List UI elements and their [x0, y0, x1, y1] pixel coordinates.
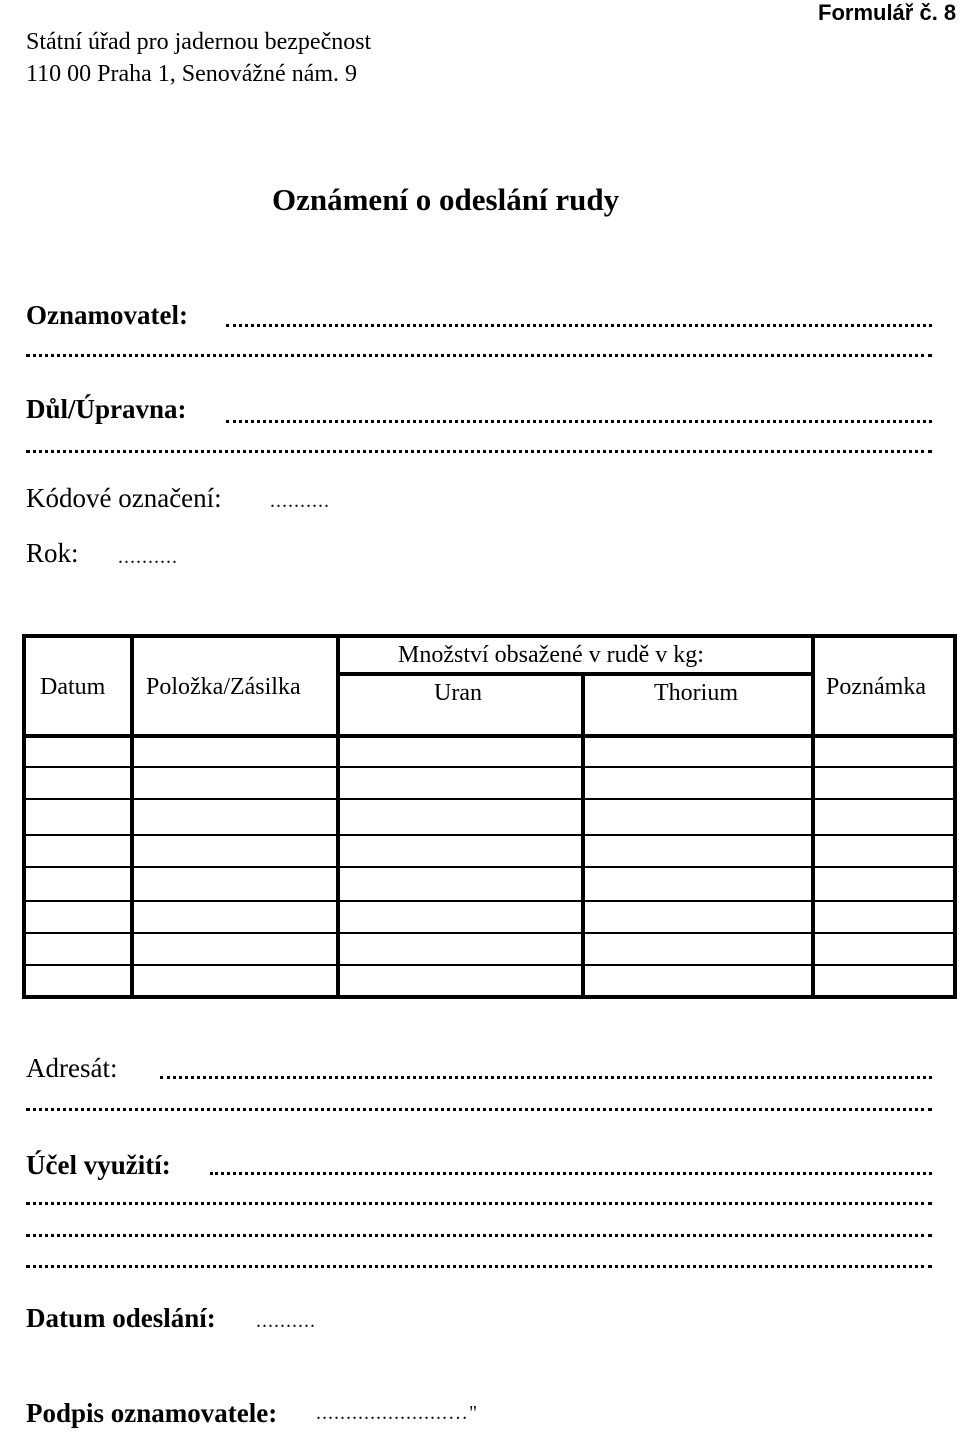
- mine-field[interactable]: [226, 420, 932, 423]
- col-header-item: Položka/Zásilka: [146, 674, 301, 700]
- table-row[interactable]: [26, 798, 953, 800]
- purpose-field-line4[interactable]: [26, 1265, 932, 1268]
- addressee-field-line2[interactable]: [26, 1108, 932, 1111]
- purpose-field-line2[interactable]: [26, 1202, 932, 1205]
- notifier-label: Oznamovatel:: [26, 300, 188, 330]
- col-header-uranium: Uran: [434, 680, 482, 706]
- purpose-field-line3[interactable]: [26, 1234, 932, 1237]
- col-divider: [130, 638, 134, 995]
- table-row[interactable]: [26, 964, 953, 966]
- signature-label: Podpis oznamovatele:: [26, 1398, 278, 1428]
- col-header-quantity: Množství obsažené v rudě v kg:: [398, 642, 704, 668]
- year-field[interactable]: ..........: [118, 546, 178, 568]
- header-bottom-line: [26, 734, 953, 738]
- group-divider: [336, 672, 815, 676]
- form-number: Formulář č. 8: [818, 0, 957, 25]
- purpose-label: Účel využití:: [26, 1150, 171, 1180]
- table-row[interactable]: [26, 932, 953, 934]
- authority-name: Státní úřad pro jadernou bezpečnost: [26, 29, 372, 55]
- col-divider: [811, 638, 815, 995]
- dispatch-date-label: Datum odeslání:: [26, 1303, 216, 1333]
- table-row[interactable]: [26, 866, 953, 868]
- authority-address: 110 00 Praha 1, Senovážné nám. 9: [26, 61, 358, 87]
- col-header-note: Poznámka: [826, 674, 926, 700]
- col-divider: [336, 638, 340, 995]
- notifier-field-line2[interactable]: [26, 354, 932, 357]
- year-label: Rok:: [26, 538, 79, 568]
- code-label: Kódové označení:: [26, 483, 222, 513]
- addressee-label: Adresát:: [26, 1053, 118, 1083]
- purpose-field[interactable]: [210, 1172, 932, 1175]
- notifier-field[interactable]: [226, 324, 932, 327]
- ore-table: [22, 634, 957, 999]
- mine-label: Důl/Úpravna:: [26, 394, 187, 424]
- dispatch-date-field[interactable]: ..........: [256, 1310, 316, 1332]
- table-row[interactable]: [26, 766, 953, 768]
- table-row[interactable]: [26, 900, 953, 902]
- table-row[interactable]: [26, 834, 953, 836]
- document-title: Oznámení o odeslání rudy: [272, 182, 620, 217]
- mine-field-line2[interactable]: [26, 450, 932, 453]
- code-field[interactable]: ..........: [270, 490, 330, 512]
- col-header-date: Datum: [40, 674, 106, 700]
- col-header-thorium: Thorium: [654, 680, 738, 706]
- addressee-field[interactable]: [160, 1076, 932, 1079]
- signature-field[interactable]: ......................…": [316, 1402, 479, 1424]
